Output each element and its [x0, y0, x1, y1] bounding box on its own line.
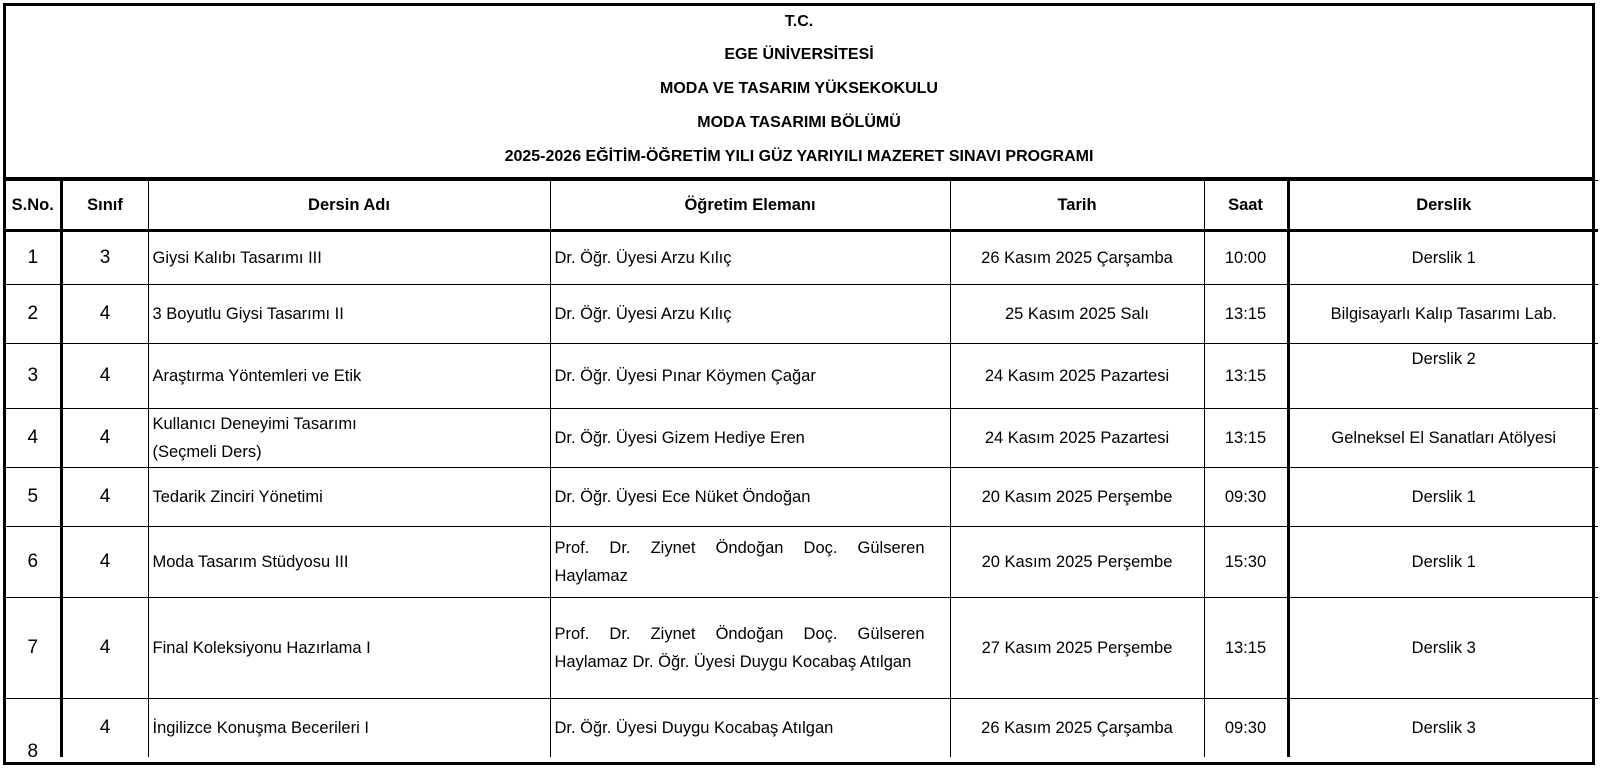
- column-header-ogretim: Öğretim Elemanı: [550, 181, 950, 231]
- cell-saat: 10:00: [1204, 231, 1288, 285]
- cell-derslik: Derslik 1: [1288, 468, 1598, 527]
- cell-sinif: 4: [61, 527, 148, 598]
- cell-tarih: 20 Kasım 2025 Perşembe: [950, 527, 1204, 598]
- cell-tarih: 27 Kasım 2025 Perşembe: [950, 598, 1204, 699]
- column-header-saat: Saat: [1204, 181, 1288, 231]
- cell-ders: Kullanıcı Deneyimi Tasarımı (Seçmeli Ders): [148, 409, 550, 468]
- cell-derslik: Bilgisayarlı Kalıp Tasarımı Lab.: [1288, 285, 1598, 344]
- cell-saat: 13:15: [1204, 344, 1288, 409]
- cell-ders: İngilizce Konuşma Becerileri I: [148, 699, 550, 758]
- header-department: MODA TASARIMI BÖLÜMÜ: [697, 114, 901, 131]
- table-row: [6, 699, 1598, 758]
- cell-ogretim: Dr. Öğr. Üyesi Gizem Hediye Eren: [550, 409, 950, 468]
- cell-saat: 09:30: [1204, 699, 1288, 758]
- cell-saat: 09:30: [1204, 468, 1288, 527]
- cell-derslik: Derslik 2: [1288, 344, 1598, 409]
- column-header-no: S.No.: [6, 181, 61, 231]
- cell-sinif: 4: [61, 409, 148, 468]
- cell-no: 6: [6, 527, 61, 598]
- cell-ogretim: [550, 598, 950, 699]
- cell-no: 5: [6, 468, 61, 527]
- cell-tarih: 26 Kasım 2025 Çarşamba: [950, 231, 1204, 285]
- cell-ogretim: Dr. Öğr. Üyesi Duygu Kocabaş Atılgan: [550, 699, 950, 758]
- cell-tarih: 24 Kasım 2025 Pazartesi: [950, 344, 1204, 409]
- row-number: 8: [27, 741, 39, 762]
- cell-no: 1: [6, 231, 61, 285]
- header-program-title: 2025-2026 EĞİTİM-ÖĞRETİM YILI GÜZ YARIYILI MAZERET SINAVI PROGRAMI: [504, 148, 1094, 165]
- table-row: [6, 598, 1598, 699]
- header-school: MODA VE TASARIM YÜKSEKOKULU: [660, 80, 938, 97]
- cell-sinif: 4: [61, 285, 148, 344]
- document-header: [6, 6, 1592, 180]
- cell-sinif: 3: [61, 231, 148, 285]
- cell-no: 2: [6, 285, 61, 344]
- header-line-tc: T.C.: [784, 13, 814, 30]
- exam-schedule-table: [6, 180, 1598, 762]
- cell-sinif: 4: [61, 468, 148, 527]
- cell-ogretim: Dr. Öğr. Üyesi Arzu Kılıç: [550, 231, 950, 285]
- table-row: [6, 527, 1598, 598]
- cell-derslik: Derslik 3: [1288, 598, 1598, 699]
- cell-derslik: Gelneksel El Sanatları Atölyesi: [1288, 409, 1598, 468]
- table-row: [6, 344, 1598, 409]
- cell-saat: 13:15: [1204, 409, 1288, 468]
- cell-ders: Moda Tasarım Stüdyosu III: [148, 527, 550, 598]
- cell-ders: Araştırma Yöntemleri ve Etik: [148, 344, 550, 409]
- cell-sinif: 4: [61, 344, 148, 409]
- cell-ogretim: Dr. Öğr. Üyesi Ece Nüket Öndoğan: [550, 468, 950, 527]
- column-header-tarih: Tarih: [950, 181, 1204, 231]
- cell-derslik: Derslik 3: [1288, 699, 1598, 758]
- cell-saat: 15:30: [1204, 527, 1288, 598]
- exam-schedule-document: [3, 3, 1595, 765]
- table-header-row: [6, 181, 1598, 231]
- column-header-ders: Dersin Adı: [148, 181, 550, 231]
- cell-ders: Giysi Kalıbı Tasarımı III: [148, 231, 550, 285]
- cell-no: 3: [6, 344, 61, 409]
- cell-no: 7: [6, 598, 61, 699]
- cell-derslik: Derslik 1: [1288, 527, 1598, 598]
- table-row: [6, 231, 1598, 285]
- header-university: EGE ÜNİVERSİTESİ: [724, 46, 874, 63]
- cell-sinif: 4: [61, 699, 148, 758]
- cell-tarih: 26 Kasım 2025 Çarşamba: [950, 699, 1204, 758]
- column-header-derslik: Derslik: [1288, 181, 1598, 231]
- cell-tarih: 20 Kasım 2025 Perşembe: [950, 468, 1204, 527]
- cell-ders: 3 Boyutlu Giysi Tasarımı II: [148, 285, 550, 344]
- instructor-text: Prof. Dr. Ziynet Öndoğan Doç. Gülseren Haylamaz: [554, 539, 925, 585]
- cell-ders: Tedarik Zinciri Yönetimi: [148, 468, 550, 527]
- cell-tarih: 25 Kasım 2025 Salı: [950, 285, 1204, 344]
- cell-ders: Final Koleksiyonu Hazırlama I: [148, 598, 550, 699]
- cell-tarih: 24 Kasım 2025 Pazartesi: [950, 409, 1204, 468]
- cell-ogretim: Dr. Öğr. Üyesi Pınar Köymen Çağar: [550, 344, 950, 409]
- cell-ogretim: Dr. Öğr. Üyesi Arzu Kılıç: [550, 285, 950, 344]
- cell-no: 4: [6, 409, 61, 468]
- table-row: [6, 285, 1598, 344]
- table-row: [6, 468, 1598, 527]
- cell-ogretim: [550, 527, 950, 598]
- table-row: [6, 409, 1598, 468]
- cell-saat: 13:15: [1204, 285, 1288, 344]
- cell-sinif: 4: [61, 598, 148, 699]
- cell-saat: 13:15: [1204, 598, 1288, 699]
- cell-derslik: Derslik 1: [1288, 231, 1598, 285]
- instructor-text: Prof. Dr. Ziynet Öndoğan Doç. Gülseren Haylamaz Dr. Öğr. Üyesi Duygu Kocabaş Atılgan: [554, 625, 925, 671]
- cell-no: [6, 699, 61, 762]
- column-header-sinif: Sınıf: [61, 181, 148, 231]
